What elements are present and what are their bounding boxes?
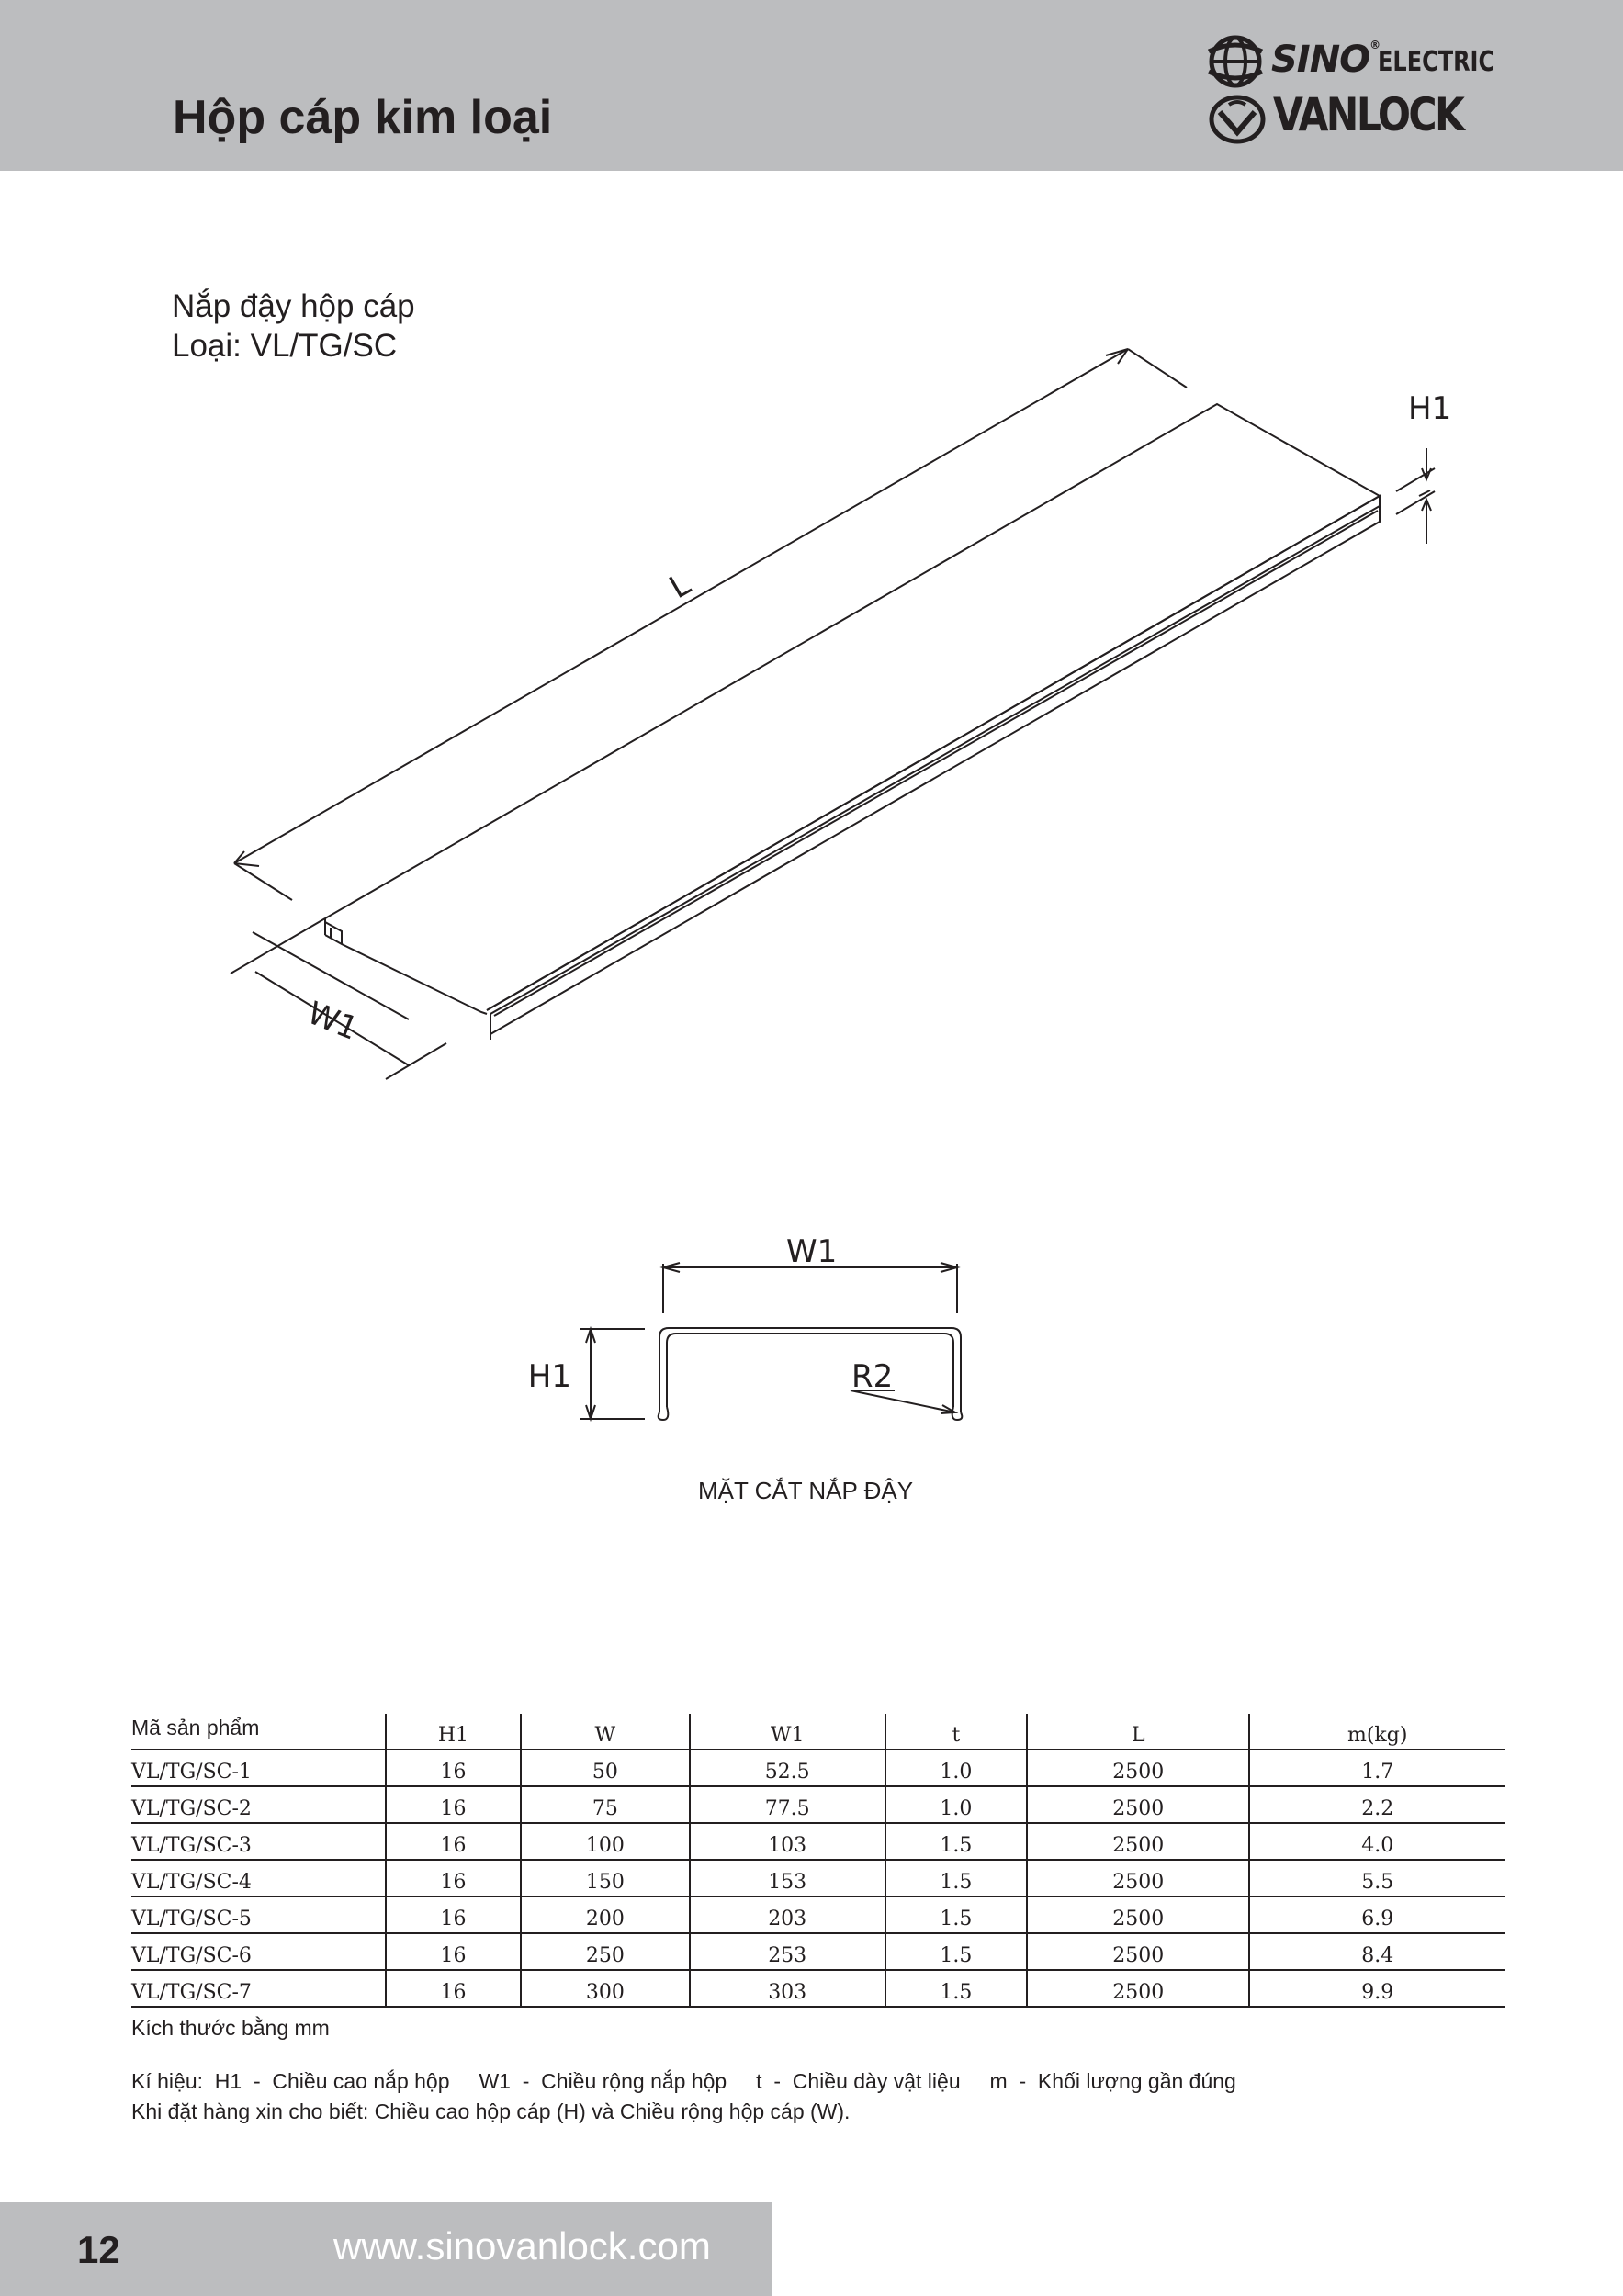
table-cell: 16	[386, 1860, 521, 1896]
table-cell: 253	[690, 1933, 885, 1970]
logo-sino-text: SINO®	[1271, 39, 1381, 81]
note-units: Kích thước bằng mm	[131, 2016, 330, 2040]
column-header: W	[521, 1714, 690, 1750]
label-W1-iso: W1	[301, 995, 364, 1048]
table-row	[131, 1896, 1505, 1933]
table-cell: 16	[386, 1786, 521, 1823]
page-footer	[0, 2202, 772, 2296]
table-cell: 103	[690, 1823, 885, 1860]
table-cell: 2.2	[1249, 1786, 1505, 1823]
table-cell: 300	[521, 1970, 690, 2007]
table-cell: 1.5	[885, 1823, 1028, 1860]
spec-table	[131, 1714, 1505, 2008]
table-cell: 75	[521, 1786, 690, 1823]
table-cell: 250	[521, 1933, 690, 1970]
table-header-row	[131, 1714, 1505, 1750]
table-cell: VL/TG/SC-1	[131, 1750, 386, 1786]
table-cell: 9.9	[1249, 1970, 1505, 2007]
page-number: 12	[77, 2228, 120, 2271]
table-cell: 4.0	[1249, 1823, 1505, 1860]
table-cell: 2500	[1027, 1750, 1249, 1786]
table-cell: VL/TG/SC-5	[131, 1896, 386, 1933]
note-order: Khi đặt hàng xin cho biết: Chiều cao hộp cáp (H) và Chiều rộng hộp cáp (W).	[131, 2099, 851, 2123]
column-header: H1	[386, 1714, 521, 1750]
table-cell: 2500	[1027, 1860, 1249, 1896]
table-cell: VL/TG/SC-2	[131, 1786, 386, 1823]
table-row	[131, 1860, 1505, 1896]
table-row	[131, 1933, 1505, 1970]
table-cell: VL/TG/SC-7	[131, 1970, 386, 2007]
table-cell: 1.0	[885, 1786, 1028, 1823]
table-cell: 100	[521, 1823, 690, 1860]
table-cell: 16	[386, 1933, 521, 1970]
table-cell: 1.5	[885, 1933, 1028, 1970]
table-cell: 50	[521, 1750, 690, 1786]
table-cell: 16	[386, 1896, 521, 1933]
label-H1-section: H1	[527, 1358, 571, 1395]
column-header: W1	[690, 1714, 885, 1750]
table-row	[131, 1750, 1505, 1786]
table-cell: VL/TG/SC-6	[131, 1933, 386, 1970]
section-caption: MẶT CẮT NẮP ĐẬY	[698, 1477, 914, 1504]
table-cell: VL/TG/SC-3	[131, 1823, 386, 1860]
table-cell: 2500	[1027, 1823, 1249, 1860]
website-link[interactable]: www.sinovanlock.com	[333, 2224, 711, 2268]
column-header: Mã sản phẩm	[131, 1714, 386, 1750]
table-cell: 16	[386, 1823, 521, 1860]
table-cell: 2500	[1027, 1896, 1249, 1933]
label-W1-section: W1	[786, 1233, 838, 1270]
table-cell: 1.5	[885, 1896, 1028, 1933]
table-cell: 203	[690, 1896, 885, 1933]
table-row	[131, 1786, 1505, 1823]
table-cell: 5.5	[1249, 1860, 1505, 1896]
isometric-cover-view	[231, 349, 1435, 1079]
product-type: Loại: VL/TG/SC	[172, 328, 398, 364]
label-L: L	[663, 566, 697, 607]
table-cell: 2500	[1027, 1970, 1249, 2007]
table-cell: 77.5	[690, 1786, 885, 1823]
table-cell: 16	[386, 1750, 521, 1786]
page-title: Hộp cáp kim loại	[173, 91, 553, 144]
table-row	[131, 1823, 1505, 1860]
table-cell: 2500	[1027, 1786, 1249, 1823]
product-name: Nắp đậy hộp cáp	[172, 288, 415, 324]
table-cell: 52.5	[690, 1750, 885, 1786]
table-cell: 153	[690, 1860, 885, 1896]
table-row	[131, 1970, 1505, 2007]
logo-electric-text: ELECTRIC	[1378, 46, 1495, 78]
note-legend: Kí hiệu: H1 - Chiều cao nắp hộp W1 - Chiều rộng nắp hộp t - Chiều dày vật liệu m - Khối lượng gần đúng	[131, 2069, 1236, 2093]
logo-vanlock-text: VANLOCK	[1273, 88, 1463, 141]
label-R2: R2	[851, 1358, 894, 1395]
table-cell: 16	[386, 1970, 521, 2007]
label-H1-iso: H1	[1408, 390, 1452, 427]
table-cell: 1.5	[885, 1970, 1028, 2007]
table-cell: VL/TG/SC-4	[131, 1860, 386, 1896]
table-cell: 303	[690, 1970, 885, 2007]
table-cell: 8.4	[1249, 1933, 1505, 1970]
cross-section-view	[580, 1263, 962, 1420]
column-header: m(kg)	[1249, 1714, 1505, 1750]
table-cell: 150	[521, 1860, 690, 1896]
table-cell: 1.0	[885, 1750, 1028, 1786]
table-cell: 6.9	[1249, 1896, 1505, 1933]
column-header: L	[1027, 1714, 1249, 1750]
table-cell: 200	[521, 1896, 690, 1933]
table-cell: 1.5	[885, 1860, 1028, 1896]
table-cell: 1.7	[1249, 1750, 1505, 1786]
column-header: t	[885, 1714, 1028, 1750]
table-cell: 2500	[1027, 1933, 1249, 1970]
